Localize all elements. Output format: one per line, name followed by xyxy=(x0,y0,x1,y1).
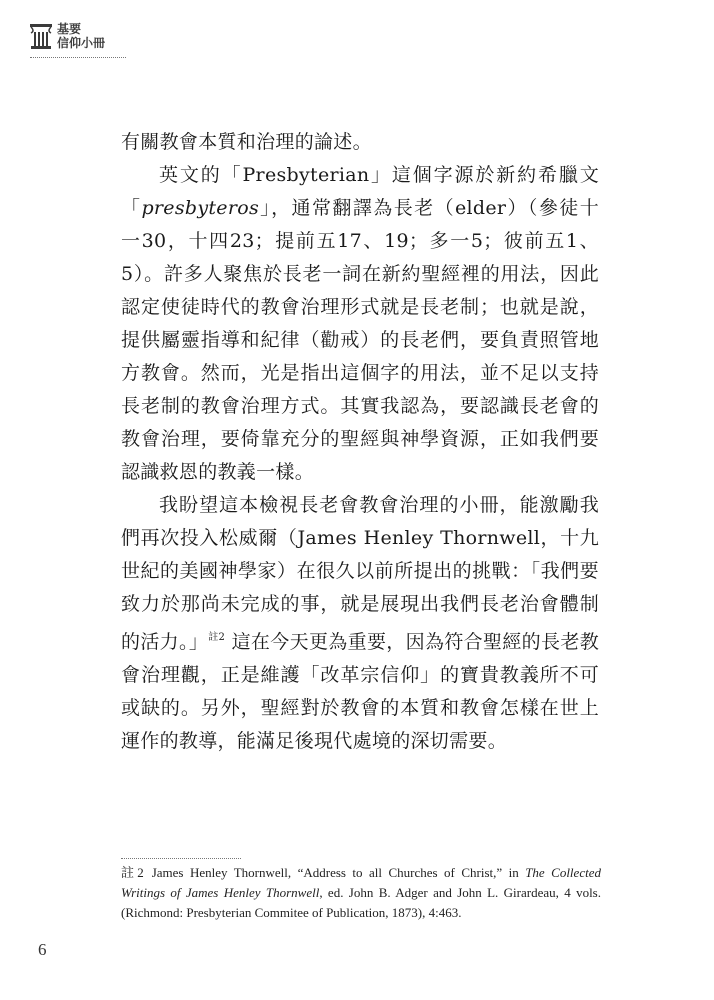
paragraph-text: 有關教會本質和治理的論述。 xyxy=(121,131,372,153)
footnote-book-title: The Collected Writings of James Henley Thornwell xyxy=(121,865,601,900)
footnote-text: James Henley Thornwell, “Address to all Churches of Christ,” in xyxy=(151,865,526,880)
logo-subtitle: 信仰小冊 xyxy=(57,36,106,50)
footnote-text: , ed. John B. Adger and John L. Girardeau, 4 vols. (Richmond: Presbyterian Commitee of Publication, 1873), 4:463. xyxy=(121,885,601,920)
footnote-divider xyxy=(121,858,241,859)
footnote-label: 註2 xyxy=(121,865,144,880)
body-text xyxy=(121,126,599,758)
paragraph xyxy=(121,159,599,489)
paragraph-text: 這在今天更為重要，因為符合聖經的長老教會治理觀，正是維護「改革宗信仰」的寶貴教義所不可或缺的。另外，聖經對於教會的本質和教會怎樣在世上運作的教導，能滿足後現代處境的深切需要。 xyxy=(121,631,599,752)
greek-term: presbyteros xyxy=(141,197,260,219)
paragraph-text: 」，通常翻譯為長老（elder）（參徒十一30，十四23；提前五17、19；多一5；彼前五1、5）。許多人聚焦於長老一詞在新約聖經裡的用法，因此認定使徒時代的教會治理形式就是長老制；也就是說，提供屬靈指導和紀律（勸戒）的長老們，要負責照管地方教會。然而，光是指出這個字的用法，並不足以支持長老制的教會治理方式。其實我認為，要認識長老會的教會治理，要倚靠充分的聖經與神學資源，正如我們要認識救恩的教義一樣。 xyxy=(121,197,599,483)
footnote xyxy=(121,863,601,923)
series-logo xyxy=(30,22,126,62)
logo-title: 基要 xyxy=(57,22,82,36)
header-divider xyxy=(30,57,126,58)
paragraph-text: 英文的「Presbyterian」這個字源於新約希臘文「 xyxy=(121,164,599,219)
page-number: 6 xyxy=(38,940,47,959)
pillar-icon xyxy=(30,24,52,50)
paragraph xyxy=(121,126,599,159)
footnote-reference[interactable]: 註2 xyxy=(208,632,226,643)
paragraph-text: 我盼望這本檢視長老會教會治理的小冊，能激勵我們再次投入松威爾（James Henley Thornwell，十九世紀的美國神學家）在很久以前所提出的挑戰：「我們要致力於那尚未完成的事，就是展現出我們長老治會體制的活力。」 xyxy=(121,494,599,653)
paragraph xyxy=(121,489,599,758)
